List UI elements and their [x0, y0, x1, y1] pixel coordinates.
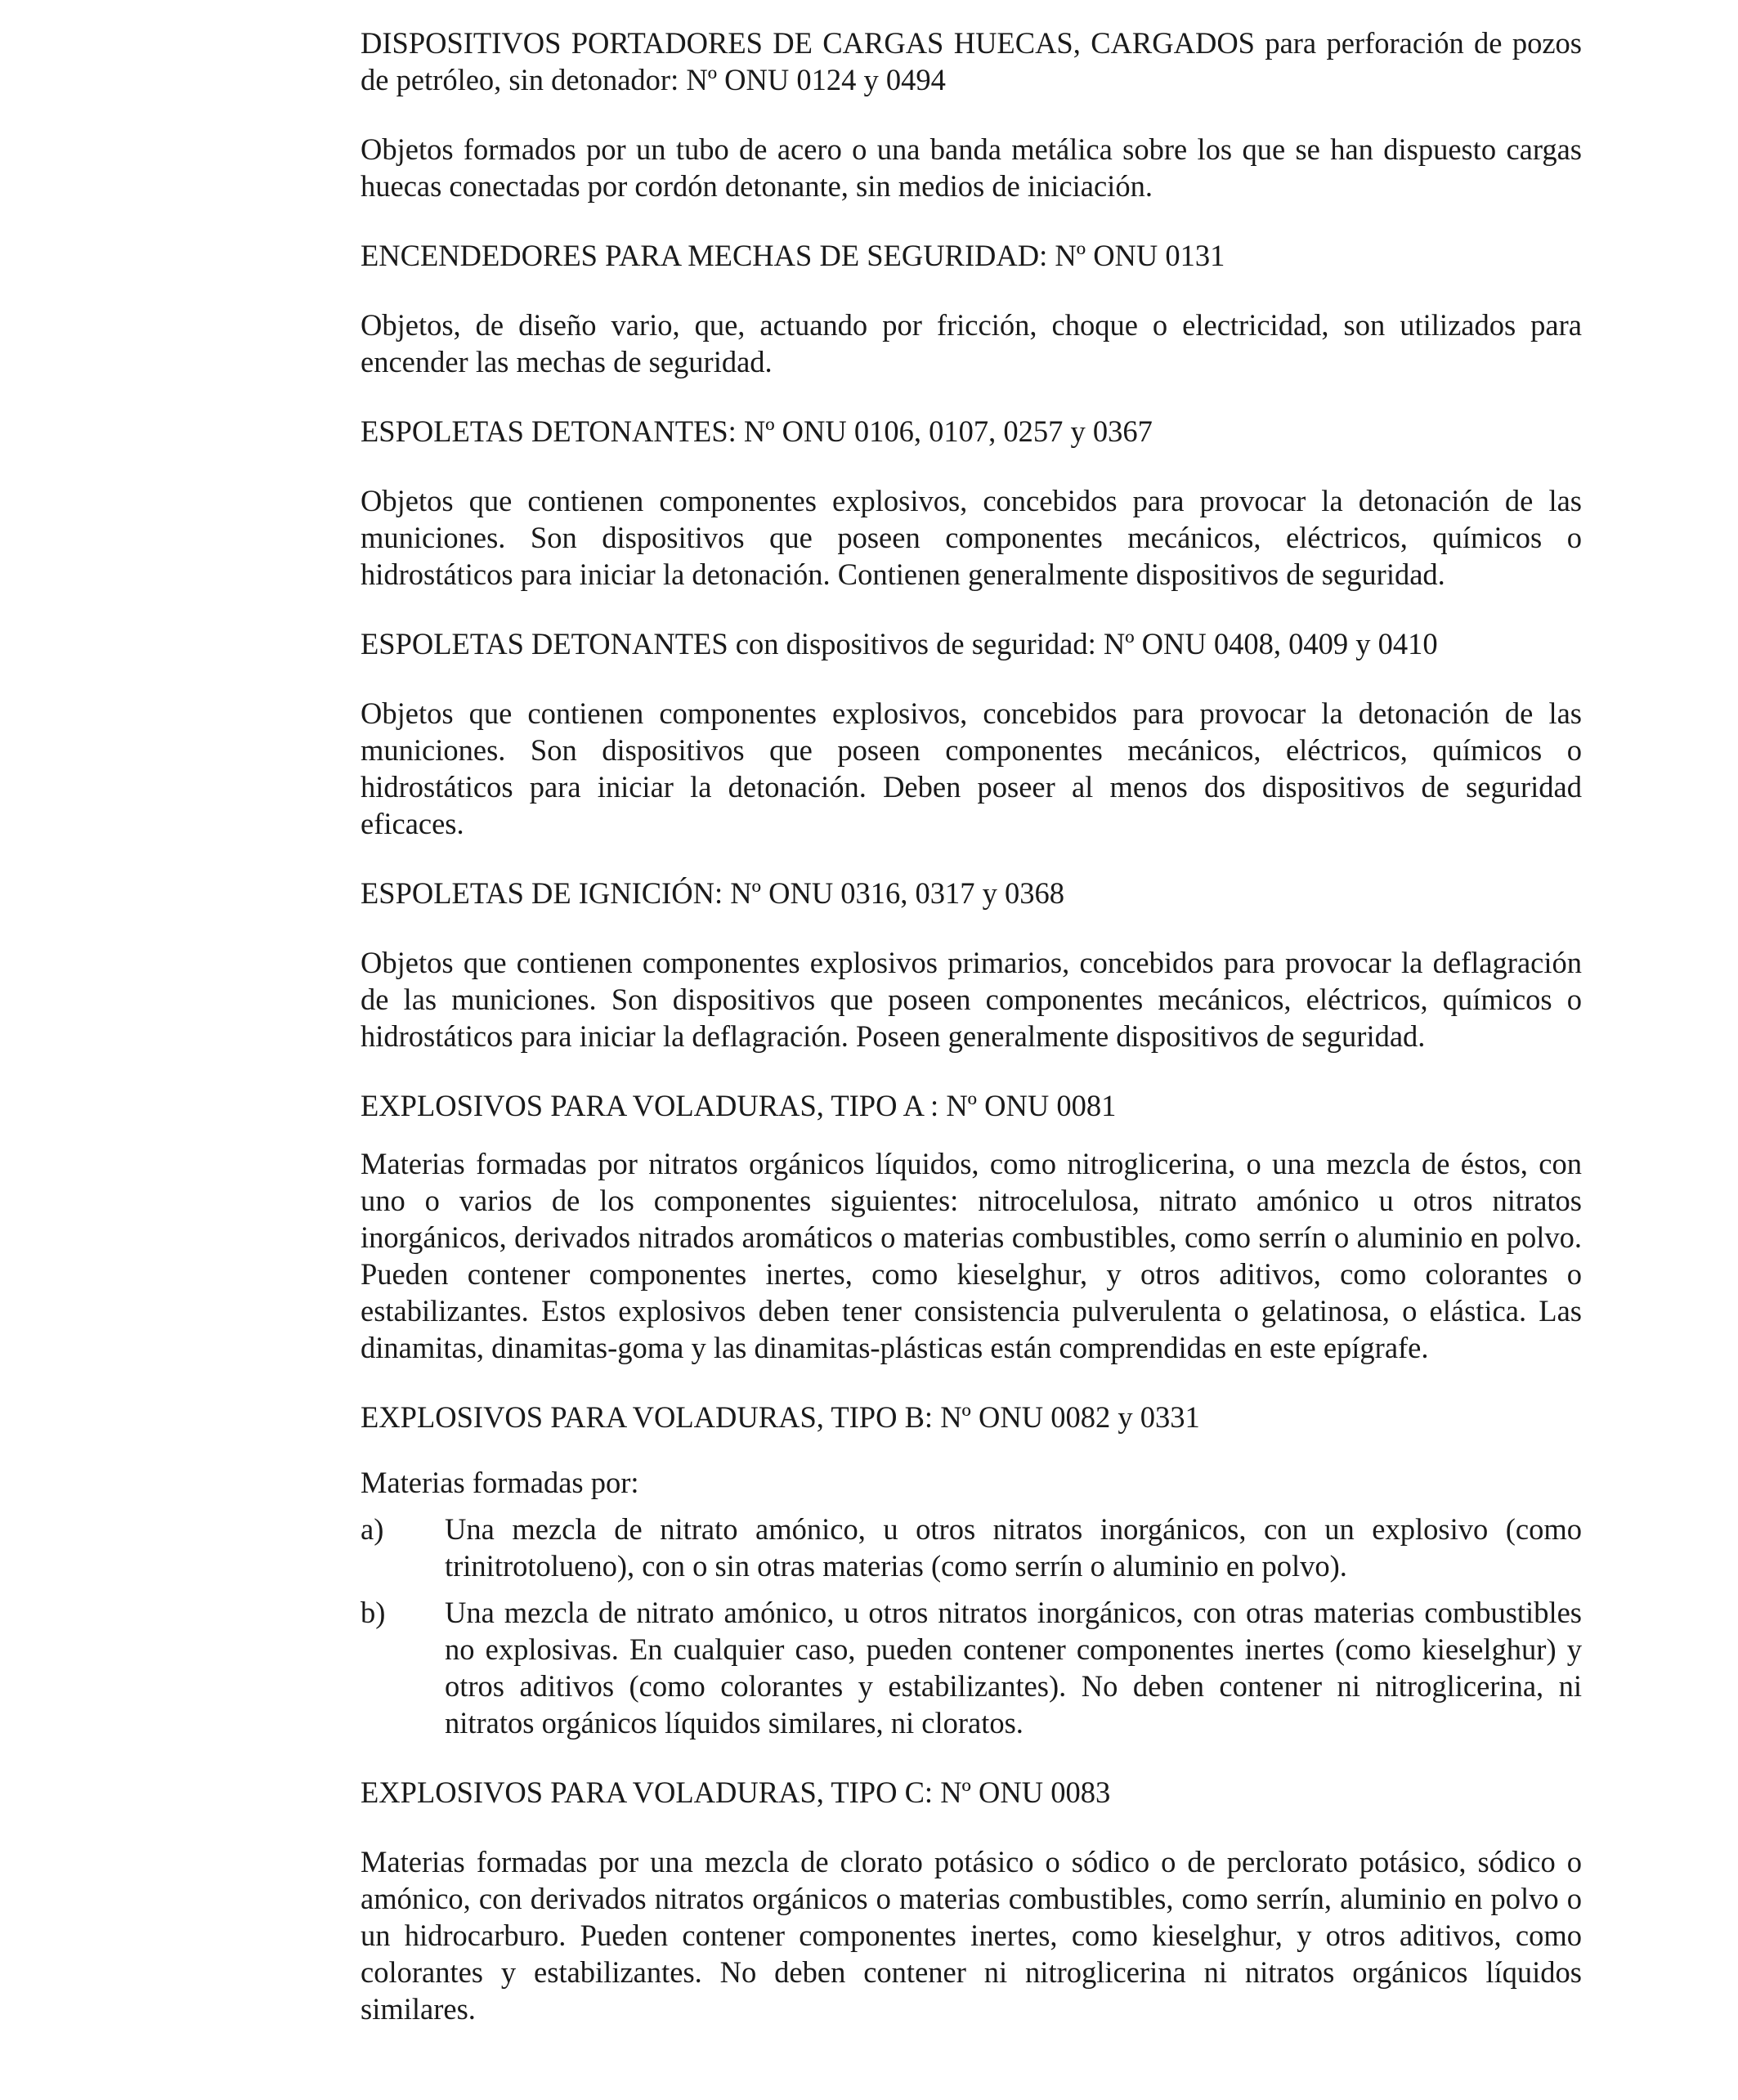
section-heading: EXPLOSIVOS PARA VOLADURAS, TIPO C: Nº ONU 0083 [361, 1775, 1111, 1809]
list-item-text: Una mezcla de nitrato amónico, u otros nitratos inorgánicos, con un explosivo (como trinitrotolueno), con o sin otras materias (como serrín o aluminio en polvo). [445, 1512, 1582, 1583]
section-heading: DISPOSITIVOS PORTADORES DE CARGAS HUECAS, CARGADOS para perforación de pozos de petróleo, sin detonador: Nº ONU 0124 y 0494 [361, 26, 1582, 96]
list-marker: b) [361, 1596, 386, 1629]
section-heading: EXPLOSIVOS PARA VOLADURAS, TIPO B: Nº ONU 0082 y 0331 [361, 1400, 1200, 1434]
section-heading: ESPOLETAS DE IGNICIÓN: Nº ONU 0316, 0317 y 0368 [361, 876, 1065, 910]
section-body: Objetos que contienen componentes explosivos primarios, concebidos para provocar la deflagración de las municiones. Son dispositivos que poseen componentes mecánicos, eléctricos, químicos o hidrostáticos para iniciar la deflagración. Poseen generalmente dispositivos de seguridad. [361, 946, 1582, 1053]
list-marker: a) [361, 1512, 384, 1546]
section-heading: ENCENDEDORES PARA MECHAS DE SEGURIDAD: Nº ONU 0131 [361, 239, 1225, 272]
item-list [361, 1511, 1582, 1741]
section-heading: EXPLOSIVOS PARA VOLADURAS, TIPO A : Nº ONU 0081 [361, 1089, 1117, 1122]
section-intro: Materias formadas por: [361, 1466, 639, 1499]
list-item [361, 1511, 1582, 1584]
section-body: Objetos que contienen componentes explosivos, concebidos para provocar la detonación de las municiones. Son dispositivos que poseen componentes mecánicos, eléctricos, químicos o hidrostáticos para iniciar la detonación. Contienen generalmente dispositivos de seguridad. [361, 484, 1582, 591]
section-body: Objetos, de diseño vario, que, actuando por fricción, choque o electricidad, son utilizados para encender las mechas de seguridad. [361, 308, 1582, 378]
document-page [361, 25, 1582, 2027]
section-body: Materias formadas por nitratos orgánicos líquidos, como nitroglicerina, o una mezcla de éstos, con uno o varios de los componentes siguientes: nitrocelulosa, nitrato amónico u otros nitratos inorgánicos, derivados nitrados aromáticos o materias combustibles, como serrín o aluminio en polvo. Pueden contener componentes inertes, como kieselghur, y otros aditivos, como colorantes o estabilizantes. Estos explosivos deben tener consistencia pulverulenta o gelatinosa, o elástica. Las dinamitas, dinamitas-goma y las dinamitas-plásticas están comprendidas en este epígrafe. [361, 1147, 1582, 1364]
list-item-text: Una mezcla de nitrato amónico, u otros nitratos inorgánicos, con otras materias combustibles no explosivas. En cualquier caso, pueden contener componentes inertes (como kieselghur) y otros aditivos (como colorantes y estabilizantes). No deben contener ni nitroglicerina, ni nitratos orgánicos líquidos similares, ni cloratos. [445, 1596, 1582, 1740]
section-body: Objetos que contienen componentes explosivos, concebidos para provocar la detonación de las municiones. Son dispositivos que poseen componentes mecánicos, eléctricos, químicos o hidrostáticos para iniciar la detonación. Deben poseer al menos dos dispositivos de seguridad eficaces. [361, 696, 1582, 840]
section-body: Materias formadas por una mezcla de clorato potásico o sódico o de perclorato potásico, sódico o amónico, con derivados nitratos orgánicos o materias combustibles, como serrín, aluminio en polvo o un hidrocarburo. Pueden contener componentes inertes, como kieselghur, y otros aditivos, como colorantes y estabilizantes. No deben contener ni nitroglicerina ni nitratos orgánicos líquidos similares. [361, 1845, 1582, 2026]
list-item [361, 1594, 1582, 1741]
section-body: Objetos formados por un tubo de acero o una banda metálica sobre los que se han dispuesto cargas huecas conectadas por cordón detonante, sin medios de iniciación. [361, 132, 1582, 203]
section-heading: ESPOLETAS DETONANTES: Nº ONU 0106, 0107, 0257 y 0367 [361, 414, 1153, 448]
section-heading: ESPOLETAS DETONANTES con dispositivos de seguridad: Nº ONU 0408, 0409 y 0410 [361, 627, 1438, 660]
